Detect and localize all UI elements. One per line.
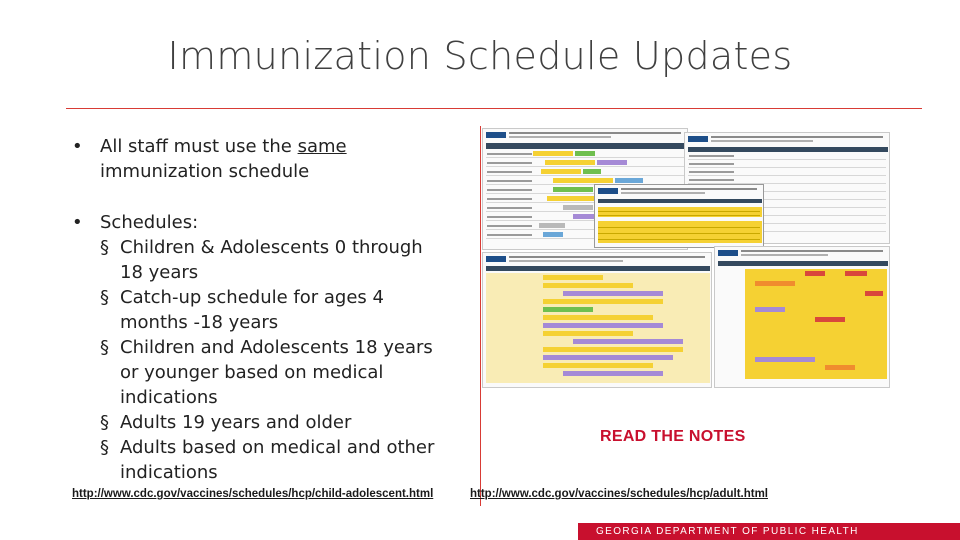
footer-banner: GEORGIA DEPARTMENT OF PUBLIC HEALTH xyxy=(578,523,960,540)
sub-item-adults-medical xyxy=(100,435,450,485)
title-divider xyxy=(66,108,922,109)
bullet-item-same-schedule xyxy=(70,134,450,184)
square-bullet-icon: § xyxy=(100,412,109,433)
square-bullet-icon: § xyxy=(100,337,109,358)
square-bullet-icon: § xyxy=(100,287,109,308)
sub-item-catch-up xyxy=(100,285,450,335)
adult-medical-indications-image xyxy=(714,246,890,388)
sub-item-text: Children & Adolescents 0 through 18 years xyxy=(120,237,423,283)
bullet-dot-icon: • xyxy=(72,136,83,157)
bullet-dot-icon: • xyxy=(72,212,83,233)
bullet-text-lead: All staff must use the xyxy=(100,136,298,157)
sub-item-text: Children and Adolescents 18 years or younger based on medical indications xyxy=(120,337,433,408)
child-schedule-link[interactable]: http://www.cdc.gov/vaccines/schedules/hcp/child-adolescent.html xyxy=(72,488,434,500)
bullet-list xyxy=(70,134,450,485)
slide-title: Immunization Schedule Updates xyxy=(167,34,793,78)
bullet-text: Schedules: xyxy=(100,212,199,233)
sub-item-text: Catch-up schedule for ages 4 months -18 years xyxy=(120,287,384,333)
sub-item-adults xyxy=(100,410,450,435)
sub-item-children-adolescents xyxy=(100,235,450,285)
sub-item-text: Adults 19 years and older xyxy=(120,412,352,433)
read-the-notes-label: READ THE NOTES xyxy=(600,428,746,445)
sub-item-children-medical xyxy=(100,335,450,410)
catch-up-schedule-image xyxy=(594,184,764,248)
square-bullet-icon: § xyxy=(100,437,109,458)
bullet-item-schedules xyxy=(70,210,450,485)
child-medical-indications-image xyxy=(482,252,712,388)
adult-schedule-link[interactable]: http://www.cdc.gov/vaccines/schedules/hcp/adult.html xyxy=(470,488,768,500)
bullet-text-underlined: same xyxy=(297,136,347,157)
square-bullet-icon: § xyxy=(100,237,109,258)
bullet-text-tail: immunization schedule xyxy=(100,161,310,182)
schedule-thumbnails xyxy=(478,126,890,390)
sub-item-text: Adults based on medical and other indications xyxy=(120,437,435,483)
